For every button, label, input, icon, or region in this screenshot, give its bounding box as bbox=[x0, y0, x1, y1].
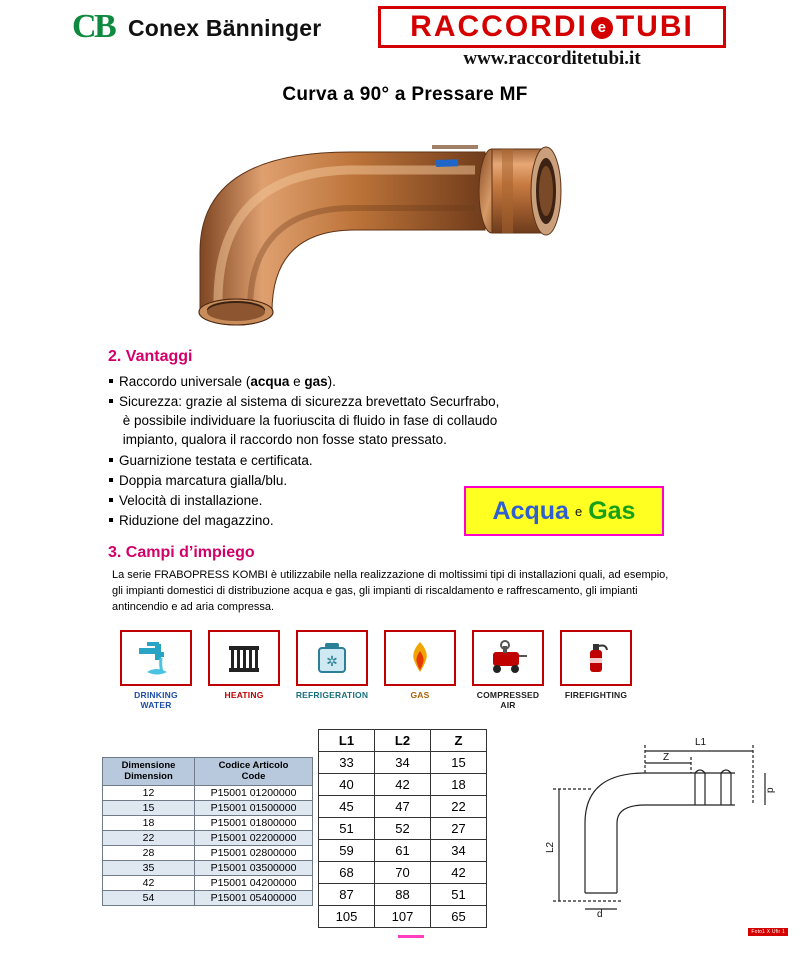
cell-l2: 88 bbox=[375, 883, 431, 905]
cell-dimension: 54 bbox=[103, 891, 195, 906]
product-image-area bbox=[0, 112, 800, 344]
cell-l1: 40 bbox=[319, 773, 375, 795]
icon-cell-heating bbox=[206, 630, 282, 711]
page-header bbox=[0, 0, 800, 69]
icon-caption: HEATING bbox=[224, 690, 264, 701]
badge-word-acqua: Acqua bbox=[492, 496, 569, 525]
drawing-label-d: d bbox=[597, 908, 603, 919]
icon-caption: GAS bbox=[410, 690, 430, 701]
table-header-row bbox=[319, 729, 487, 751]
cell-code: P15001 01500000 bbox=[195, 801, 313, 816]
cb-monogram-arc-icon bbox=[72, 10, 118, 46]
badge-word-gas: Gas bbox=[588, 496, 636, 525]
footer-watermark: Foto1 X Ufir 1 bbox=[748, 928, 788, 936]
col-l2: L2 bbox=[375, 729, 431, 751]
cell-z: 22 bbox=[431, 795, 487, 817]
cell-z: 15 bbox=[431, 751, 487, 773]
icon-cell-firefighting bbox=[558, 630, 634, 711]
col-code: Codice Articolo Code bbox=[195, 757, 313, 786]
table-row bbox=[103, 831, 313, 846]
cell-z: 51 bbox=[431, 883, 487, 905]
pink-mark-decoration bbox=[398, 935, 424, 938]
list-item: Guarnizione testata e certificata. bbox=[108, 451, 578, 470]
bottom-section bbox=[0, 729, 800, 944]
col-l1: L1 bbox=[319, 729, 375, 751]
list-item: Riduzione del magazzino. bbox=[108, 511, 578, 530]
cell-code: P15001 04200000 bbox=[195, 876, 313, 891]
table-row bbox=[103, 891, 313, 906]
cell-l2: 52 bbox=[375, 817, 431, 839]
table-row bbox=[103, 801, 313, 816]
copper-elbow-fitting-photo bbox=[140, 112, 580, 342]
gas-flame-icon bbox=[397, 638, 443, 678]
table-row bbox=[103, 846, 313, 861]
heating-radiator-icon bbox=[221, 638, 267, 678]
cell-z: 42 bbox=[431, 861, 487, 883]
cell-code: P15001 02800000 bbox=[195, 846, 313, 861]
refrigeration-icon-box bbox=[296, 630, 368, 686]
cell-l1: 33 bbox=[319, 751, 375, 773]
raccordi-e-tubi-logo bbox=[378, 6, 726, 48]
table-row bbox=[319, 861, 487, 883]
wordmark-part1: RACCORDI bbox=[410, 10, 588, 43]
cell-code: P15001 01800000 bbox=[195, 816, 313, 831]
cb-monogram-icon: C B bbox=[72, 8, 117, 45]
cell-code: P15001 01200000 bbox=[195, 786, 313, 801]
raccordi-e-tubi-wordmark bbox=[410, 10, 694, 44]
icon-cell-refrigeration bbox=[294, 630, 370, 711]
icon-cell-compressed-air bbox=[470, 630, 546, 711]
cell-dimension: 42 bbox=[103, 876, 195, 891]
compressed-air-icon-box bbox=[472, 630, 544, 686]
table-row bbox=[319, 839, 487, 861]
table-row bbox=[103, 861, 313, 876]
application-icons-strip bbox=[118, 630, 800, 711]
list-item: Doppia marcatura gialla/blu. bbox=[108, 471, 578, 490]
col-dimension: Dimensione Dimension bbox=[103, 757, 195, 786]
drawing-label-z: Z bbox=[663, 751, 670, 763]
cell-l1: 87 bbox=[319, 883, 375, 905]
technical-drawing bbox=[545, 733, 785, 919]
gas-icon-box bbox=[384, 630, 456, 686]
conex-banninger-logo bbox=[72, 10, 321, 46]
icon-cell-drinking-water bbox=[118, 630, 194, 711]
icon-cell-gas bbox=[382, 630, 458, 711]
cell-code: P15001 02200000 bbox=[195, 831, 313, 846]
cell-l2: 42 bbox=[375, 773, 431, 795]
cell-l2: 70 bbox=[375, 861, 431, 883]
cell-l1: 105 bbox=[319, 905, 375, 927]
cell-l1: 59 bbox=[319, 839, 375, 861]
cell-dimension: 35 bbox=[103, 861, 195, 876]
table-header-row bbox=[103, 757, 313, 786]
applications-text: La serie FRABOPRESS KOMBI è utilizzabile nella realizzazione di moltissimi tipi di installazioni quali, ad esempio, gli impianti domestici di distribuzione acqua e gas, gli impianti di riscaldamento e raffrescamento, gli impianti antincendio e ad aria compressa. bbox=[112, 569, 669, 614]
website-url[interactable]: www.raccorditetubi.it bbox=[463, 48, 641, 69]
table-row bbox=[103, 786, 313, 801]
cell-code: P15001 03500000 bbox=[195, 861, 313, 876]
wordmark-part2: TUBI bbox=[615, 10, 694, 43]
compressed-air-icon bbox=[483, 638, 533, 678]
wordmark-e-badge: e bbox=[591, 17, 613, 39]
copper-elbow-illustration bbox=[140, 112, 580, 342]
drawing-label-l2: L2 bbox=[545, 841, 556, 853]
acqua-e-gas-badge bbox=[464, 486, 664, 536]
cell-dimension: 28 bbox=[103, 846, 195, 861]
badge-conjunction: e bbox=[574, 503, 583, 519]
cell-dimension: 12 bbox=[103, 786, 195, 801]
heating-icon-box bbox=[208, 630, 280, 686]
cell-dimension: 15 bbox=[103, 801, 195, 816]
cell-code: P15001 05400000 bbox=[195, 891, 313, 906]
cell-l1: 45 bbox=[319, 795, 375, 817]
drinking-water-icon bbox=[133, 638, 179, 678]
table-row bbox=[319, 817, 487, 839]
firefighting-extinguisher-icon bbox=[573, 638, 619, 678]
applications-heading: 3. Campi d’impiego bbox=[108, 544, 255, 562]
table-row bbox=[319, 773, 487, 795]
drawing-label-p: p bbox=[765, 787, 776, 793]
table-row bbox=[319, 883, 487, 905]
drinking-water-icon-box bbox=[120, 630, 192, 686]
table-row bbox=[103, 876, 313, 891]
measures-table bbox=[318, 729, 487, 928]
list-item: Raccordo universale (acqua e gas). bbox=[108, 372, 578, 391]
refrigeration-icon bbox=[309, 638, 355, 678]
icon-caption: DRINKING WATER bbox=[134, 690, 178, 710]
table-row bbox=[319, 905, 487, 927]
firefighting-icon-box bbox=[560, 630, 632, 686]
icon-caption: REFRIGERATION bbox=[295, 690, 369, 701]
cell-l2: 61 bbox=[375, 839, 431, 861]
brand-name: Conex Bänninger bbox=[128, 14, 322, 41]
elbow-technical-drawing bbox=[545, 733, 785, 919]
cell-dimension: 22 bbox=[103, 831, 195, 846]
cell-z: 34 bbox=[431, 839, 487, 861]
advantages-heading: 2. Vantaggi bbox=[108, 348, 193, 365]
cell-l1: 68 bbox=[319, 861, 375, 883]
drawing-label-l1: L1 bbox=[695, 736, 707, 748]
cell-z: 18 bbox=[431, 773, 487, 795]
table-row bbox=[319, 795, 487, 817]
icon-caption: FIREFIGHTING bbox=[564, 690, 628, 701]
cell-l2: 107 bbox=[375, 905, 431, 927]
cell-l2: 47 bbox=[375, 795, 431, 817]
dimension-code-table bbox=[102, 757, 313, 907]
table-row bbox=[103, 816, 313, 831]
cell-z: 65 bbox=[431, 905, 487, 927]
page-title: Curva a 90° a Pressare MF bbox=[282, 84, 528, 105]
cell-z: 27 bbox=[431, 817, 487, 839]
cell-dimension: 18 bbox=[103, 816, 195, 831]
svg-text:✲: ✲ bbox=[326, 654, 338, 671]
cell-l2: 34 bbox=[375, 751, 431, 773]
icon-caption: COMPRESSED AIR bbox=[476, 690, 540, 710]
table-row bbox=[319, 751, 487, 773]
list-item: Sicurezza: grazie al sistema di sicurezza brevettato Securfrabo, è possibile individuare la fuoriuscita di fluido in fase di collaudo impianto, qualora il raccordo non fosse stato pressato. bbox=[108, 392, 578, 449]
list-item: Velocità di installazione. bbox=[108, 491, 578, 510]
col-z: Z bbox=[431, 729, 487, 751]
cell-l1: 51 bbox=[319, 817, 375, 839]
